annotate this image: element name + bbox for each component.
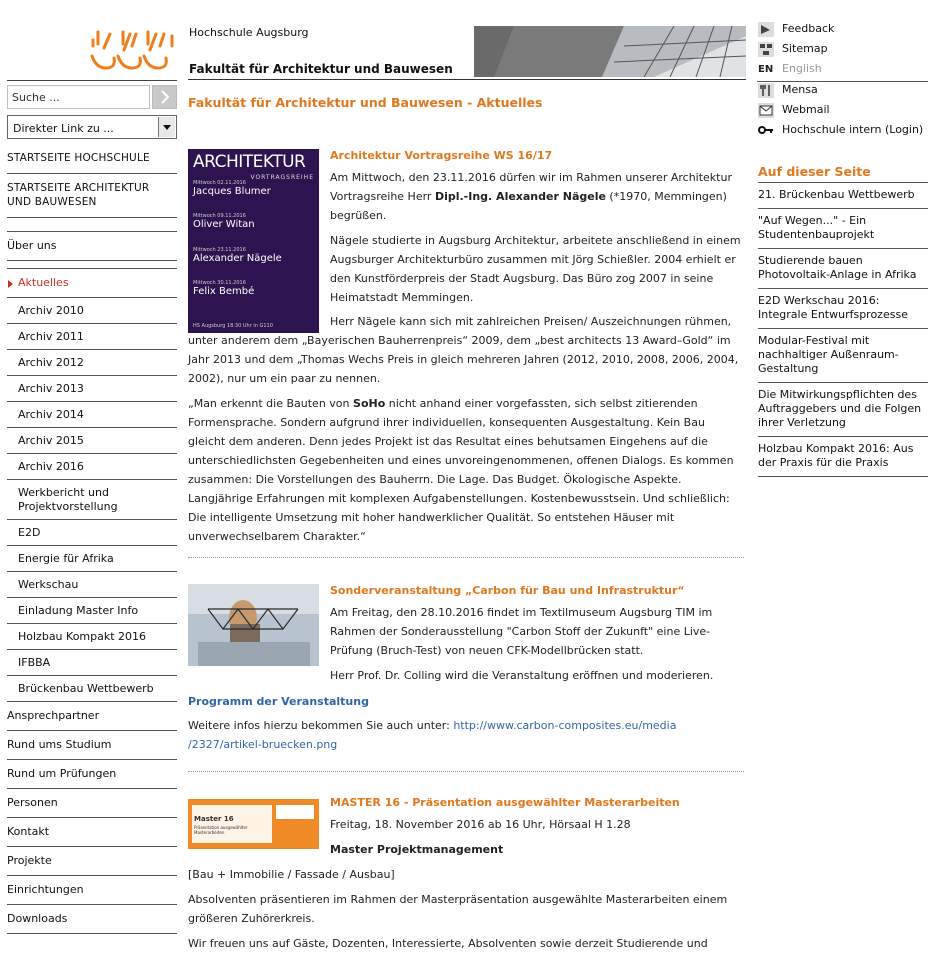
speaker-name: Dipl.-Ing. Alexander Nägele <box>434 190 606 203</box>
text: nicht anhand einer vorgefassten, sich selbst zitierenden Formensprache. Sondern aufgrund ihrer individuellen, konsequenten Ausgestaltung. Kein Bau gleicht dem anderen. Denn jedes Projekt ist das Resultat eines behutsamen Eingehens auf die unterschiedlichsten Gegebenheiten und eines unvoreingenommenen, offenen Dialogs. Es kommen zusammen: Die Vorstellungen des Bauherrn. Die Lage. Das Budget. Ökologische Aspekte. Langjährige Erfahrungen mit komplexen Aufgabenstellungen. Kostenbewusstsein. Und schließlich: Die intelligente Umsetzung mit hoher handwerklicher Qualität. So entstehen Häuser mit unverwechselbarem Charakter.“ <box>188 397 734 543</box>
nav-spacer <box>7 261 177 269</box>
mail-icon <box>758 103 774 118</box>
onpage-item[interactable]: E2D Werkschau 2016: Integrale Entwurfsprozesse <box>758 288 928 328</box>
english-flag-icon: EN <box>758 64 774 75</box>
carbon-composites-link-cont[interactable]: /2327/artikel-bruecken.png <box>188 738 338 751</box>
more-info <box>188 716 744 754</box>
article-title: Sonderveranstaltung „Carbon für Bau und Infrastruktur“ <box>330 584 685 597</box>
master16-thumbnail[interactable] <box>188 799 319 849</box>
poster-footer: HS Augsburg 18.30 Uhr in G110 <box>193 323 273 329</box>
english-link[interactable] <box>757 59 928 79</box>
article-paragraph: Herr Prof. Dr. Colling wird die Veranstaltung eröffnen und moderieren. <box>330 669 714 682</box>
header-building-photo <box>474 26 746 77</box>
english-label: English <box>782 62 822 75</box>
article-paragraph: Wir freuen uns auf Gäste, Dozenten, Interessierte, Absolventen sowie derzeit Studierende und <box>188 937 708 950</box>
search-button[interactable] <box>152 85 177 109</box>
nav-werkbericht[interactable]: Werkbericht und Projektvorstellung <box>7 480 177 520</box>
direct-link-select[interactable] <box>7 115 177 139</box>
nav-archiv-2014[interactable]: Archiv 2014 <box>7 402 177 428</box>
poster-entry-name: Jacques Blumer <box>193 186 271 197</box>
text: Weitere infos hierzu bekommen Sie auch unter: <box>188 719 454 732</box>
carbon-bridge-photo[interactable] <box>188 584 319 666</box>
article-divider <box>188 771 744 772</box>
poster-entry-name: Felix Bembé <box>193 286 255 297</box>
nav-e2d[interactable]: E2D <box>7 520 177 546</box>
onpage-item[interactable]: Die Mitwirkungspflichten des Auftraggebers und die Folgen ihrer Verletzung <box>758 382 928 436</box>
nav-startseite-hochschule[interactable]: STARTSEITE HOCHSCHULE <box>7 144 177 174</box>
nav-downloads[interactable]: Downloads <box>7 905 177 934</box>
feedback-link[interactable] <box>757 19 928 39</box>
article-categories: [Bau + Immobilie / Fassade / Ausbau] <box>188 868 395 881</box>
nav-projekte[interactable]: Projekte <box>7 847 177 876</box>
nav-spacer <box>7 218 177 232</box>
sitemap-link[interactable] <box>757 39 928 59</box>
nav-ueber-uns[interactable]: Über uns <box>7 232 177 261</box>
poster-entry-name: Oliver Witan <box>193 219 255 230</box>
lecture-series-poster[interactable] <box>188 149 319 333</box>
search-placeholder: Suche ... <box>12 91 60 104</box>
article-paragraph: Am Freitag, den 28.10.2016 findet im Textilmuseum Augsburg TIM im Rahmen der Sonderausstellung "Carbon Stoff der Zukunft" eine Live-Prüfung (Bruch-Test) von neuen CFK-Modellbrücken statt. <box>330 606 713 657</box>
onpage-item[interactable]: Modular-Festival mit nachhaltiger Außenraum-Gestaltung <box>758 328 928 382</box>
thumb-subtitle: Präsentation ausgewählter Masterarbeiten <box>194 825 248 835</box>
onpage-item[interactable]: 21. Brückenbau Wettbewerb <box>758 182 928 208</box>
article-divider <box>188 557 744 558</box>
text: „Man erkennt die Bauten von <box>188 397 354 410</box>
on-this-page-heading: Auf dieser Seite <box>758 164 871 179</box>
poster-entry-date: Mittwoch 23.11.2016 <box>193 247 246 253</box>
key-icon <box>758 123 774 138</box>
article-date-line: Freitag, 18. November 2016 ab 16 Uhr, Hörsaal H 1.28 <box>330 818 631 831</box>
hs-augsburg-logo[interactable] <box>90 28 180 76</box>
nav-archiv-2015[interactable]: Archiv 2015 <box>7 428 177 454</box>
nav-werkschau[interactable]: Werkschau <box>7 572 177 598</box>
poster-subtitle: VORTRAGSREIHE <box>250 174 314 181</box>
page-title: Fakultät für Architektur und Bauwesen - Aktuelles <box>188 95 543 110</box>
carbon-composites-link[interactable]: http://www.carbon-composites.eu/media <box>453 719 677 732</box>
cutlery-icon <box>758 83 774 98</box>
nav-einrichtungen[interactable]: Einrichtungen <box>7 876 177 905</box>
onpage-item[interactable]: Studierende bauen Photovoltaik-Anlage in Afrika <box>758 248 928 288</box>
thumb-title: Master 16 <box>194 815 234 823</box>
article-lecture-series <box>330 149 744 313</box>
service-navigation-2 <box>757 80 928 140</box>
nav-archiv-2011[interactable]: Archiv 2011 <box>7 324 177 350</box>
on-this-page-list <box>758 182 928 477</box>
onpage-item[interactable]: Holzbau Kompakt 2016: Aus der Praxis für die Praxis <box>758 436 928 477</box>
poster-title: ARCHITEKTUR <box>193 152 306 172</box>
intern-login-link[interactable] <box>757 120 928 140</box>
dropdown-arrow-icon <box>158 117 175 137</box>
nav-archiv-2012[interactable]: Archiv 2012 <box>7 350 177 376</box>
article-paragraph <box>330 168 744 225</box>
poster-entry-date: Mittwoch 09.11.2016 <box>193 213 246 219</box>
article-carbon <box>330 584 744 691</box>
nav-energie-afrika[interactable]: Energie für Afrika <box>7 546 177 572</box>
sitemap-label: Sitemap <box>782 42 828 55</box>
chevron-right-icon <box>153 86 176 108</box>
service-navigation <box>757 19 928 79</box>
nav-aktuelles[interactable]: Aktuelles <box>7 269 177 298</box>
feedback-icon <box>758 22 774 37</box>
nav-brueckenbau[interactable]: Brückenbau Wettbewerb <box>7 676 177 702</box>
article-title: MASTER 16 - Präsentation ausgewählter Masterarbeiten <box>330 796 680 809</box>
mensa-link[interactable] <box>757 80 928 100</box>
poster-entry-date: Mittwoch 02.11.2016 <box>193 180 246 186</box>
article-title: Architektur Vortragsreihe WS 16/17 <box>330 149 553 162</box>
article-master16-body <box>188 865 744 959</box>
article-quote <box>188 394 744 546</box>
divider <box>7 80 177 81</box>
nav-rund-ums-studium[interactable]: Rund ums Studium <box>7 731 177 760</box>
text: (*1970, Memmingen) begrüßen. <box>330 190 727 222</box>
article-paragraph: Nägele studierte in Augsburg Architektur, arbeitete anschließend in einem Augsburger Architekturbüro zusammen mit Jörg Schießler. 2004 erhielt er den Kunstförderpreis der Stadt Augsburg. Das Büro zog 2007 in seine Heimatstadt Memmingen. <box>330 234 741 304</box>
nav-ansprechpartner[interactable]: Ansprechpartner <box>7 702 177 731</box>
search-input[interactable] <box>7 85 150 109</box>
text: Am Mittwoch, den 23.11.2016 dürfen wir im Rahmen unserer Architektur Vortragsreihe Herr <box>330 171 732 203</box>
nav-kontakt[interactable]: Kontakt <box>7 818 177 847</box>
nav-startseite-architektur[interactable]: STARTSEITE ARCHITEKTUR UND BAUWESEN <box>7 174 177 218</box>
nav-archiv-2013[interactable]: Archiv 2013 <box>7 376 177 402</box>
poster-entry-name: Alexander Nägele <box>193 253 282 264</box>
nav-ifbba[interactable]: IFBBA <box>7 650 177 676</box>
header-divider <box>188 79 746 80</box>
poster-entry-date: Mittwoch 30.11.2016 <box>193 280 246 286</box>
nav-archiv-2010[interactable]: Archiv 2010 <box>7 298 177 324</box>
onpage-item[interactable]: "Auf Wegen..." - Ein Studentenbauprojekt <box>758 208 928 248</box>
nav-archiv-2016[interactable]: Archiv 2016 <box>7 454 177 480</box>
sitemap-icon <box>758 42 774 57</box>
nav-einladung-master[interactable]: Einladung Master Info <box>7 598 177 624</box>
article-lecture-series-body <box>188 312 744 552</box>
firm-name: SoHo <box>353 397 386 410</box>
faculty-title[interactable]: Fakultät für Architektur und Bauwesen <box>189 62 453 76</box>
article-paragraph: Herr Nägele kann sich mit zahlreichen Preisen/ Auszeichnungen rühmen, unter anderem dem „Bayerischen Bauherrenpreis“ 2009, dem „best architects 13 Award–Gold“ im Jahr 2013 und dem „Thomas Wechs Preis in gleich mehreren Jahren (2012, 2010, 2008, 2006, 2004, 2002), nur um ein paar zu nennen. <box>188 315 739 385</box>
nav-holzbau-kompakt[interactable]: Holzbau Kompakt 2016 <box>7 624 177 650</box>
webmail-label: Webmail <box>782 103 830 116</box>
article-program: Master Projektmanagement <box>330 843 504 856</box>
article-master16 <box>330 796 744 865</box>
mensa-label: Mensa <box>782 83 818 96</box>
direct-link-value: Direkter Link zu ... <box>13 122 114 135</box>
nav-rund-um-pruefungen[interactable]: Rund um Prüfungen <box>7 760 177 789</box>
left-navigation <box>7 144 177 934</box>
article-paragraph: Absolventen präsentieren im Rahmen der Masterpräsentation ausgewählte Masterarbeiten einem größeren Zuhörerkreis. <box>188 893 728 925</box>
org-name[interactable]: Hochschule Augsburg <box>189 26 309 39</box>
webmail-link[interactable] <box>757 100 928 120</box>
feedback-label: Feedback <box>782 22 835 35</box>
program-link[interactable]: Programm der Veranstaltung <box>188 695 369 708</box>
nav-personen[interactable]: Personen <box>7 789 177 818</box>
intern-login-label: Hochschule intern (Login) <box>782 123 924 136</box>
